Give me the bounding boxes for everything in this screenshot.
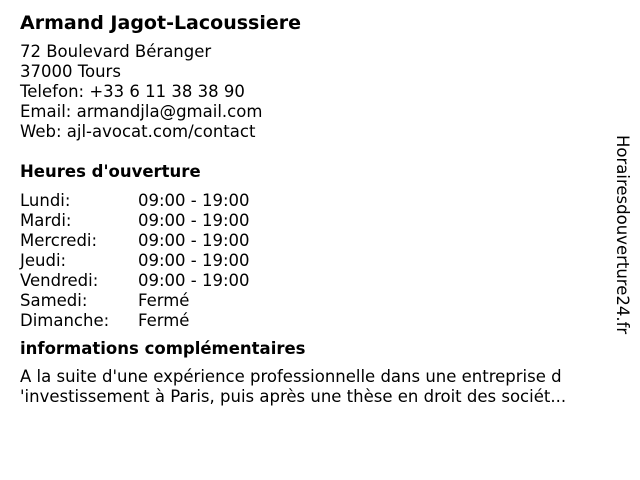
hours-row-wednesday: [20, 231, 600, 251]
day-label: Dimanche:: [20, 311, 110, 330]
day-hours: Fermé: [138, 311, 190, 330]
hours-row-thursday: [20, 251, 600, 271]
day-hours: 09:00 - 19:00: [138, 191, 250, 210]
additional-info-text: [20, 367, 600, 407]
hours-row-monday: [20, 191, 600, 211]
hours-row-saturday: [20, 291, 600, 311]
day-hours: 09:00 - 19:00: [138, 231, 250, 250]
business-card: [20, 10, 600, 407]
business-name: Armand Jagot-Lacoussiere: [20, 12, 301, 34]
email-text: Email: armandjla@gmail.com: [20, 102, 263, 121]
hours-row-friday: [20, 271, 600, 291]
day-label: Mardi:: [20, 211, 72, 230]
additional-info-line-1: A la suite d'une expérience professionnelle dans une entreprise d: [20, 367, 562, 386]
day-label: Samedi:: [20, 291, 88, 310]
day-hours: 09:00 - 19:00: [138, 251, 250, 270]
opening-hours-heading: Heures d'ouverture: [20, 162, 201, 181]
hours-row-sunday: [20, 311, 600, 331]
day-label: Lundi:: [20, 191, 71, 210]
day-hours: 09:00 - 19:00: [138, 271, 250, 290]
day-hours: 09:00 - 19:00: [138, 211, 250, 230]
address-line-2: 37000 Tours: [20, 62, 121, 81]
day-hours: Fermé: [138, 291, 190, 310]
day-label: Jeudi:: [20, 251, 67, 270]
day-label: Vendredi:: [20, 271, 99, 290]
additional-info-line-2: 'investissement à Paris, puis après une thèse en droit des sociét...: [20, 387, 567, 406]
hours-row-tuesday: [20, 211, 600, 231]
additional-info-heading: informations complémentaires: [20, 339, 306, 358]
site-watermark: Horairesdouverture24.fr: [613, 135, 632, 335]
phone-text: Telefon: +33 6 11 38 38 90: [20, 82, 245, 101]
day-label: Mercredi:: [20, 231, 98, 250]
web-text: Web: ajl-avocat.com/contact: [20, 122, 256, 141]
opening-hours-table: [20, 191, 600, 331]
address-line-1: 72 Boulevard Béranger: [20, 42, 212, 61]
